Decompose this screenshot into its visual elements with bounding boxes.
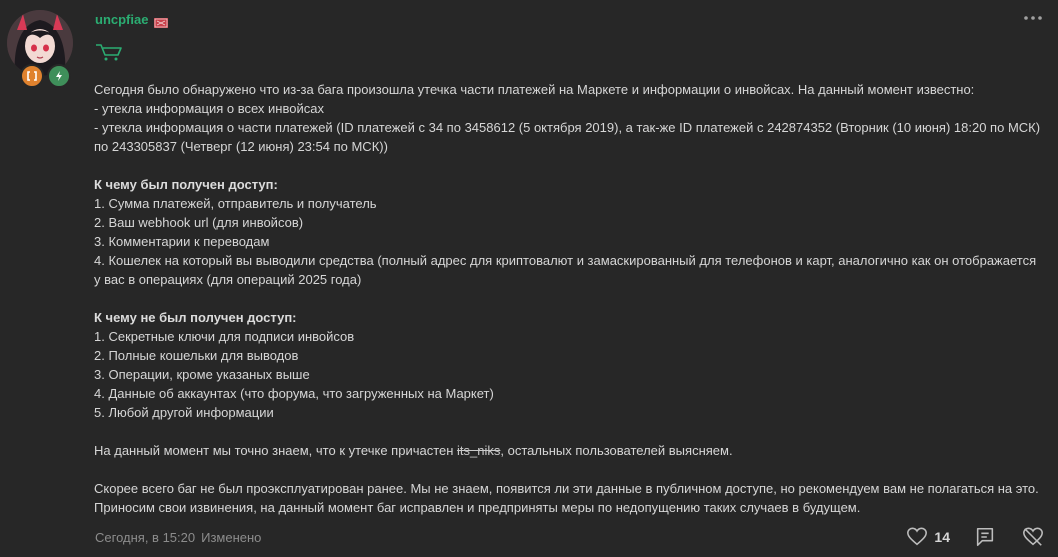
- mentioned-user-link[interactable]: its_niks: [457, 443, 501, 458]
- closing-text: Скорее всего баг не был проэксплуатирован ранее. Мы не знаем, появится ли эти данные в публичном доступе, но рекомендуем вам не полагаться на это. Приносим свои извинения, на данный момент баг исправлен и предприняты меры по недопущению таких случаев в будущем.: [94, 481, 1039, 515]
- post-actions: [906, 526, 1044, 548]
- access-heading: К чему был получен доступ:: [94, 177, 278, 192]
- list-item: 2. Ваш webhook url (для инвойсов): [94, 215, 304, 230]
- dislike-icon[interactable]: [1022, 526, 1044, 548]
- list-item: 3. Операции, кроме указаных выше: [94, 367, 310, 382]
- no-access-heading: К чему не был получен доступ:: [94, 310, 297, 325]
- post-footer: [95, 530, 261, 545]
- like-button[interactable]: [906, 526, 950, 548]
- list-item: 2. Полные кошельки для выводов: [94, 348, 299, 363]
- intro-line: Сегодня было обнаружено что из-за бага произошла утечка части платежей на Маркете и информации о инвойсах. На данный момент известно:: [94, 82, 975, 97]
- edited-link[interactable]: Изменено: [201, 530, 262, 545]
- avatar-block[interactable]: [7, 10, 73, 76]
- list-item: 1. Секретные ключи для подписи инвойсов: [94, 329, 355, 344]
- list-item: 3. Комментарии к переводам: [94, 234, 270, 249]
- involved-line: На данный момент мы точно знаем, что к утечке причастен its_niks, остальных пользователей выясняем.: [94, 443, 733, 458]
- username-link[interactable]: uncpfiae: [95, 12, 149, 27]
- list-item: 4. Данные об аккаунтах (что форума, что загруженных на Маркет): [94, 386, 494, 401]
- list-item: 1. Сумма платежей, отправитель и получатель: [94, 196, 377, 211]
- like-count: 14: [934, 529, 950, 545]
- heart-icon: [906, 526, 928, 548]
- post-author: [95, 12, 168, 27]
- flag-icon: [154, 15, 168, 25]
- lightning-badge-icon[interactable]: [47, 64, 71, 88]
- orange-badge-icon[interactable]: [20, 64, 44, 88]
- intro-line: - утекла информация о части платежей (ID платежей с 34 по 3458612 (5 октября 2019), а так-же ID платежей с 242874352 (Вторник (10 июня) 18:20 по МСК) по 243305837 (Четверг (12 июня) 23:54 по МСК)): [94, 120, 1041, 154]
- post-time[interactable]: Сегодня, в 15:20: [95, 530, 196, 545]
- intro-line: - утекла информация о всех инвойсах: [94, 101, 324, 116]
- post-body: [94, 80, 1044, 517]
- list-item: 5. Любой другой информации: [94, 405, 274, 420]
- quote-icon[interactable]: [974, 526, 996, 548]
- list-item: 4. Кошелек на который вы выводили средства (полный адрес для криптовалют и замаскированный для телефонов и карт, аналогично как он отображается у вас в операциях (для операций 2025 года): [94, 253, 1037, 287]
- market-cart-icon: [93, 40, 125, 64]
- more-options-icon[interactable]: [1022, 11, 1044, 25]
